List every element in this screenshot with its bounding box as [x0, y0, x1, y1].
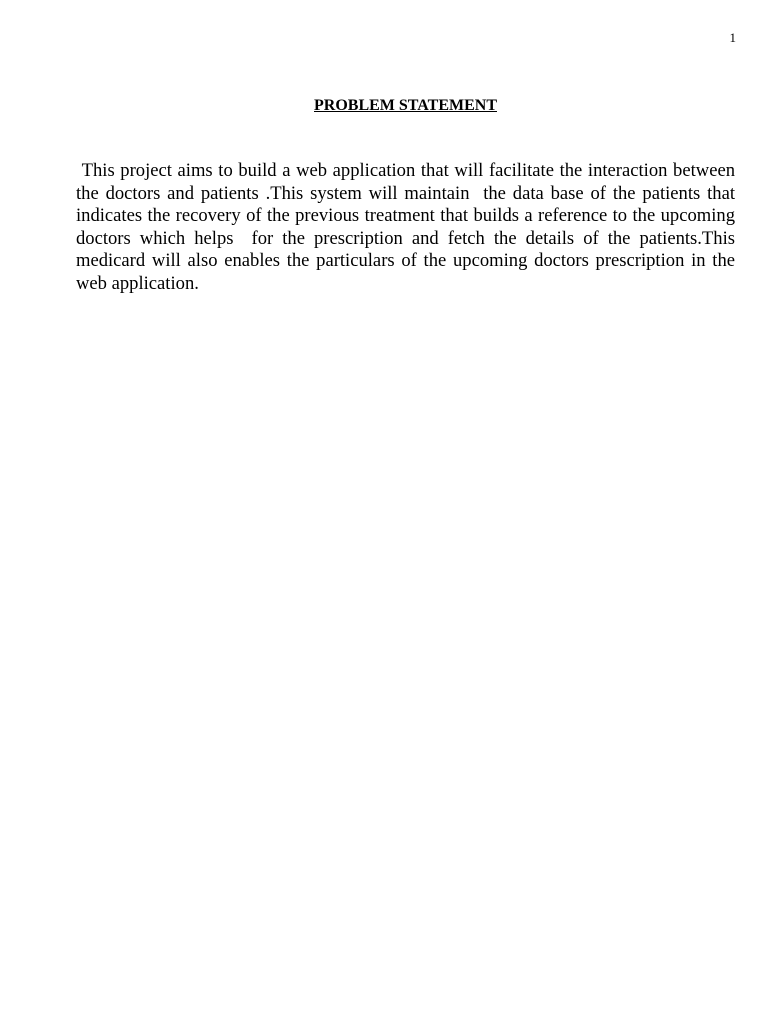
body-paragraph: This project aims to build a web application that will facilitate the interaction between the doctors and patients .This system will maintain the data base of the patients that indicates the recovery of the previous treatment that builds a reference to the upcoming doctors which helps for the prescription and fetch the details of the patients.This medicard will also enables the particulars of the upcoming doctors prescription in the web application.: [76, 160, 740, 294]
page-number: 1: [729, 30, 736, 45]
page-heading: PROBLEM STATEMENT: [314, 97, 497, 114]
